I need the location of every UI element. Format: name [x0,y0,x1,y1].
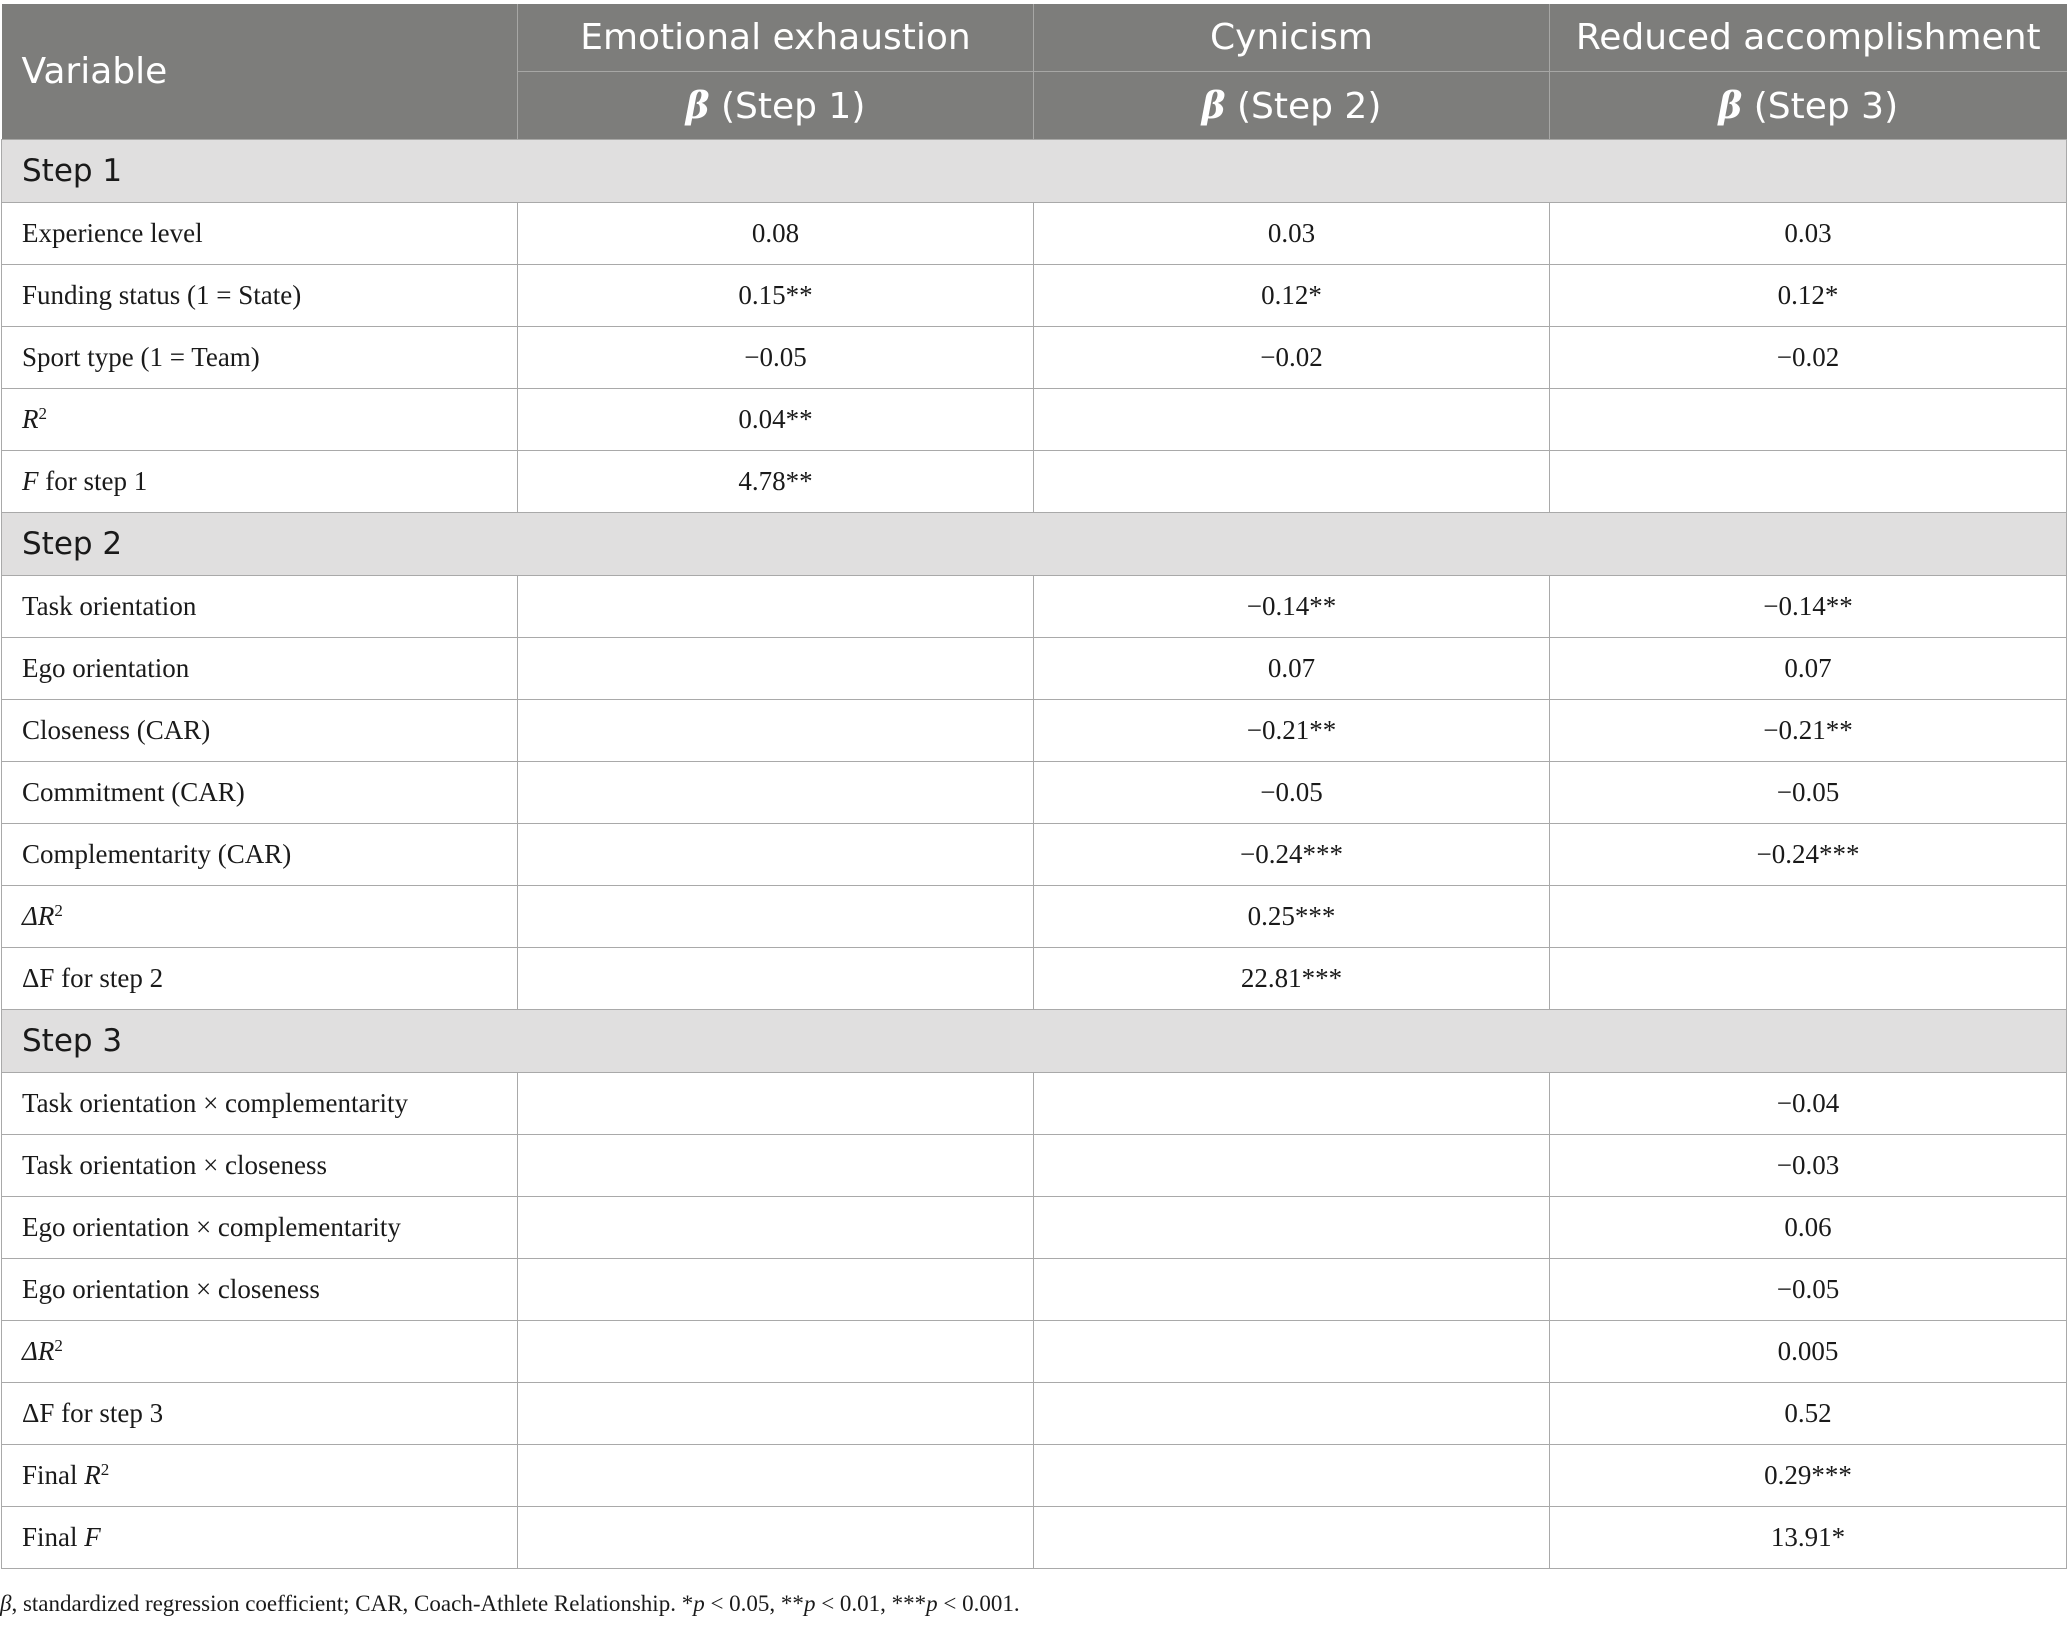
value-cell: −0.05 [1550,762,2067,824]
section-row-step-1 [2,140,2067,203]
value-cell [1550,948,2067,1010]
label-text: Closeness (CAR) [22,715,211,745]
section-title: Step 1 [2,140,2067,203]
table-row [2,389,2067,451]
table-row [2,1197,2067,1259]
value-cell [518,1507,1034,1569]
value-cell [1550,451,2067,513]
table-row [2,700,2067,762]
value-cell [1034,1073,1550,1135]
row-label [2,1445,518,1507]
header-beta-step-3 [1550,72,2067,140]
value-cell: −0.21** [1034,700,1550,762]
value-cell [518,762,1034,824]
label-text-rest: for step 1 [38,466,148,496]
value-cell: −0.02 [1034,327,1550,389]
table-row [2,203,2067,265]
step-label: (Step 3) [1753,85,1899,127]
value-cell [518,700,1034,762]
value-cell: −0.02 [1550,327,2067,389]
value-cell: −0.05 [518,327,1034,389]
label-text: Ego orientation [22,653,190,683]
value-cell: 0.07 [1550,638,2067,700]
value-cell [1550,389,2067,451]
header-emotional-exhaustion: Emotional exhaustion [518,4,1034,72]
row-label [2,1259,518,1321]
value-cell: 0.12* [1550,265,2067,327]
value-cell [1034,1383,1550,1445]
label-text: Final [22,1522,85,1552]
value-cell: −0.14** [1550,576,2067,638]
table-row [2,1259,2067,1321]
footnote-text-4: < 0.001. [937,1591,1020,1616]
table-footnote [0,1591,1020,1617]
footnote-p: p [803,1591,816,1616]
value-cell [1034,1445,1550,1507]
value-cell [518,948,1034,1010]
table-row [2,886,2067,948]
section-title: Step 3 [2,1010,2067,1073]
header-cynicism: Cynicism [1034,4,1550,72]
label-text: Sport type (1 = Team) [22,342,260,372]
footnote-text-2: < 0.05, ** [704,1591,804,1616]
label-text: Complementarity (CAR) [22,839,292,869]
label-italic: F [84,1522,101,1552]
row-label [2,1507,518,1569]
row-label [2,762,518,824]
label-text: Funding status (1 = State) [22,280,302,310]
label-superscript: 2 [100,1460,110,1479]
table-row [2,451,2067,513]
table-row [2,1383,2067,1445]
value-cell: 22.81*** [1034,948,1550,1010]
value-cell: −0.05 [1034,762,1550,824]
value-cell: −0.24*** [1034,824,1550,886]
row-label [2,1073,518,1135]
beta-symbol: β [685,84,710,127]
value-cell: 4.78** [518,451,1034,513]
label-text: Commitment (CAR) [22,777,245,807]
value-cell [1034,1321,1550,1383]
table-row [2,824,2067,886]
label-text: Task orientation × closeness [22,1150,328,1180]
label-text: ΔF for step 2 [22,963,164,993]
value-cell: 0.06 [1550,1197,2067,1259]
value-cell: −0.03 [1550,1135,2067,1197]
step-label: (Step 1) [720,85,866,127]
row-label [2,203,518,265]
footnote-text-1: , standardized regression coefficient; CAR, Coach-Athlete Relationship. * [11,1591,694,1616]
value-cell [518,1073,1034,1135]
regression-table [1,4,2067,1569]
value-cell [1550,886,2067,948]
row-label [2,824,518,886]
row-label [2,327,518,389]
label-italic: R [84,1460,101,1490]
table-row [2,576,2067,638]
value-cell: −0.21** [1550,700,2067,762]
label-text: Ego orientation × closeness [22,1274,320,1304]
table-row [2,948,2067,1010]
table-row [2,1321,2067,1383]
beta-symbol: β [1201,84,1226,127]
table-body [2,140,2067,1569]
value-cell [1034,1197,1550,1259]
value-cell: 0.52 [1550,1383,2067,1445]
label-italic: ΔR [22,1336,55,1366]
value-cell: 0.15** [518,265,1034,327]
label-superscript: 2 [38,404,47,423]
header-reduced-accomplishment: Reduced accomplishment [1550,4,2067,72]
header-beta-step-2 [1034,72,1550,140]
value-cell [518,1445,1034,1507]
row-label [2,948,518,1010]
value-cell: −0.05 [1550,1259,2067,1321]
value-cell [518,886,1034,948]
value-cell [1034,389,1550,451]
row-label [2,1135,518,1197]
value-cell [1034,1507,1550,1569]
value-cell: 0.29*** [1550,1445,2067,1507]
footnote-p: p [693,1591,705,1616]
value-cell [1034,451,1550,513]
value-cell: 13.91* [1550,1507,2067,1569]
table-row [2,762,2067,824]
value-cell [518,1383,1034,1445]
value-cell: −0.14** [1034,576,1550,638]
footnote-text-3: < 0.01, *** [815,1591,927,1616]
label-superscript: 2 [54,1336,63,1355]
value-cell: 0.04** [518,389,1034,451]
row-label [2,576,518,638]
section-row-step-2 [2,513,2067,576]
value-cell [518,824,1034,886]
beta-symbol: β [1718,84,1743,127]
label-italic: R [22,404,39,434]
section-title: Step 2 [2,513,2067,576]
label-text: ΔF for step 3 [22,1398,164,1428]
value-cell: 0.005 [1550,1321,2067,1383]
table-row [2,638,2067,700]
step-label: (Step 2) [1236,85,1382,127]
value-cell: 0.03 [1034,203,1550,265]
footnote-p: p [926,1591,938,1616]
row-label [2,389,518,451]
section-row-step-3 [2,1010,2067,1073]
header-row-titles [2,4,2067,72]
label-text: Task orientation [22,591,197,621]
value-cell: 0.08 [518,203,1034,265]
label-text: Task orientation × complementarity [22,1088,408,1118]
label-text: Ego orientation × complementarity [22,1212,401,1242]
label-superscript: 2 [54,901,63,920]
value-cell [518,1321,1034,1383]
value-cell [1034,1259,1550,1321]
row-label [2,700,518,762]
value-cell: −0.24*** [1550,824,2067,886]
value-cell [518,1197,1034,1259]
table-row [2,327,2067,389]
header-variable: Variable [2,4,518,140]
value-cell [1034,1135,1550,1197]
label-italic: ΔR [22,901,55,931]
row-label [2,451,518,513]
row-label [2,1321,518,1383]
table-row [2,1507,2067,1569]
row-label [2,1197,518,1259]
value-cell: 0.12* [1034,265,1550,327]
value-cell [518,1135,1034,1197]
value-cell: 0.25*** [1034,886,1550,948]
value-cell: −0.04 [1550,1073,2067,1135]
label-text: Final [22,1460,85,1490]
label-italic: F [22,466,39,496]
row-label [2,1383,518,1445]
footnote-beta: β [0,1591,12,1616]
label-text: Experience level [22,218,203,248]
table-row [2,265,2067,327]
value-cell [518,1259,1034,1321]
table-row [2,1135,2067,1197]
row-label [2,638,518,700]
row-label [2,886,518,948]
value-cell: 0.07 [1034,638,1550,700]
value-cell: 0.03 [1550,203,2067,265]
row-label [2,265,518,327]
value-cell [518,638,1034,700]
value-cell [518,576,1034,638]
table-row [2,1445,2067,1507]
header-beta-step-1 [518,72,1034,140]
table-row [2,1073,2067,1135]
